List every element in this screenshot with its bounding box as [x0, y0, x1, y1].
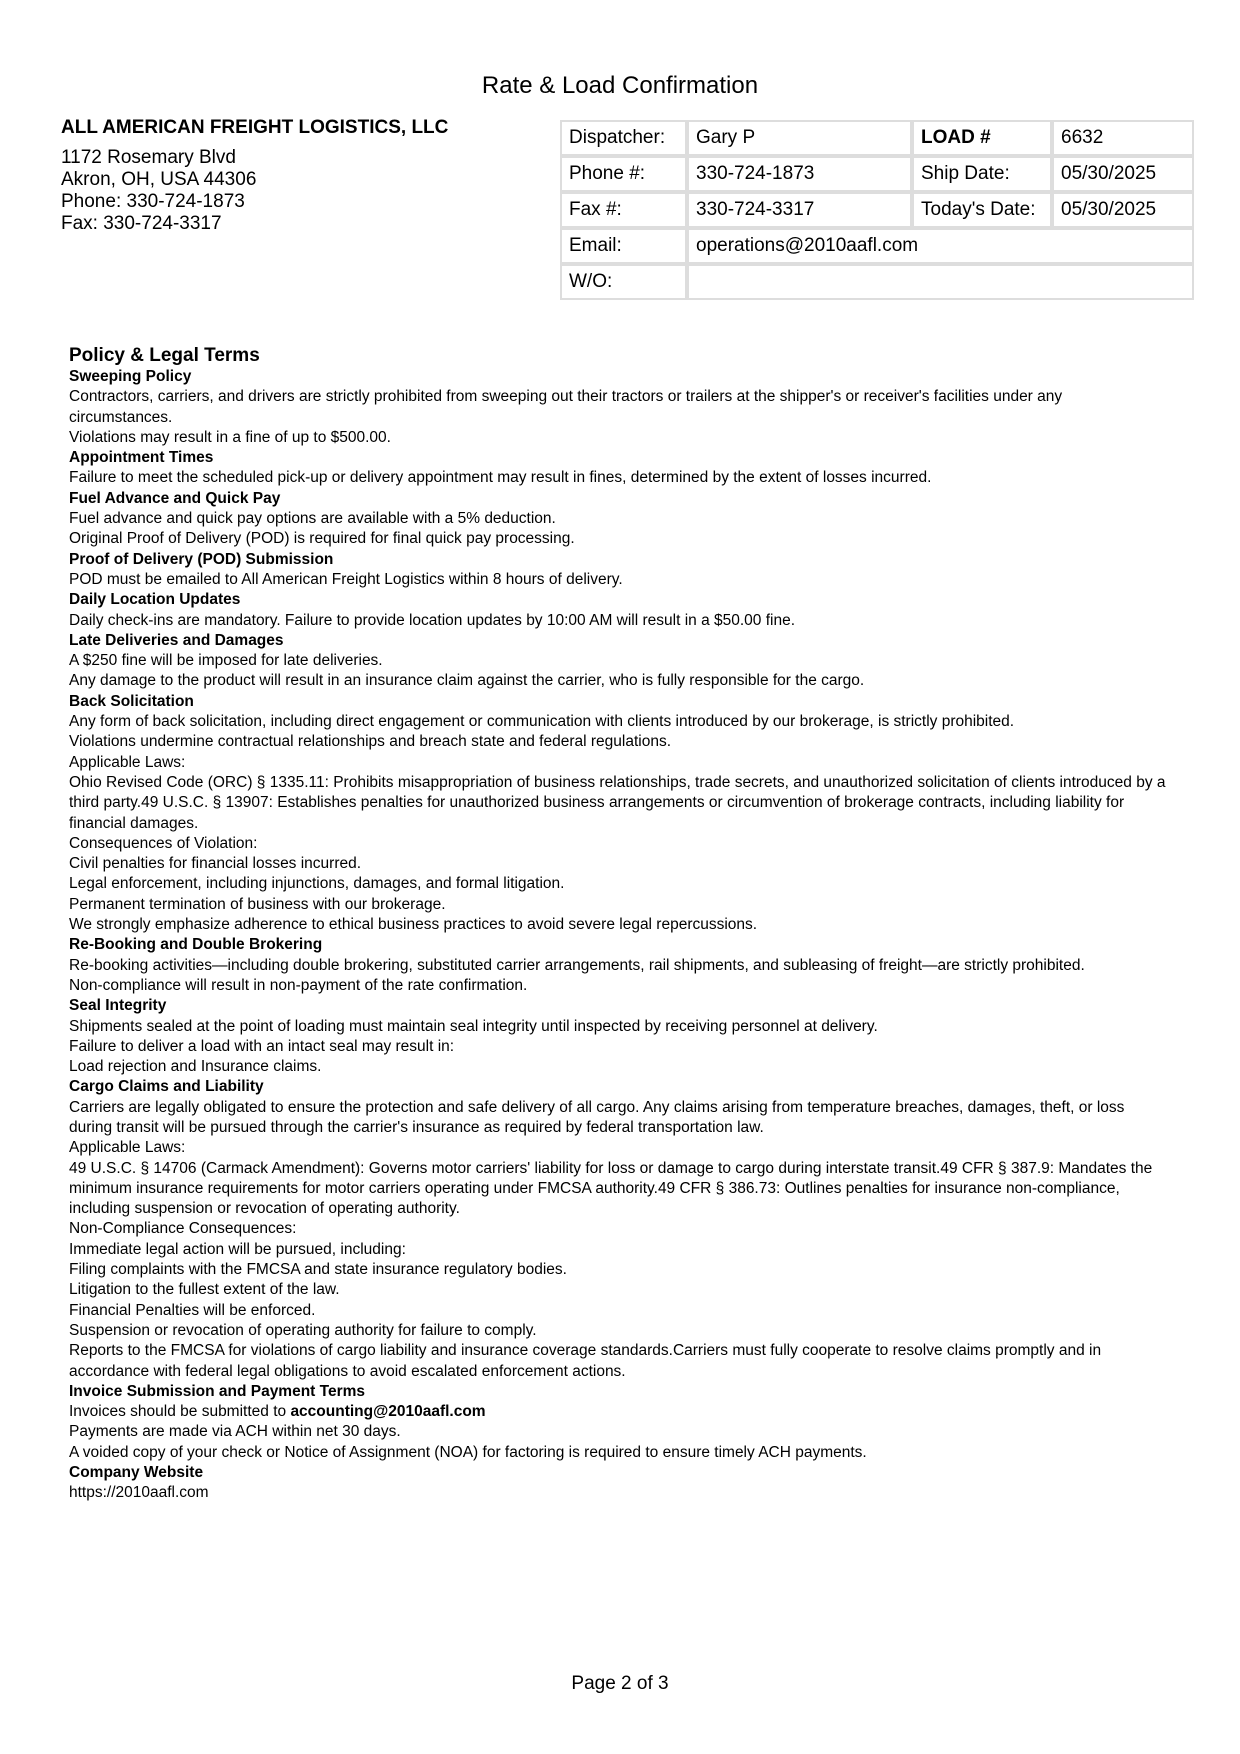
- section-heading: Re-Booking and Double Brokering: [69, 936, 323, 954]
- section-paragraph: Legal enforcement, including injunctions, damages, and formal litigation.: [69, 875, 565, 893]
- section-paragraph: Reports to the FMCSA for violations of cargo liability and insurance coverage standards.Carriers must fully cooperate to resolve claims promptly and in accordance with federal legal obligations to avoid escalated enforcement actions.: [69, 1342, 1102, 1380]
- work-order-value: [687, 264, 1194, 300]
- todays-date-label: Today's Date:: [912, 192, 1052, 228]
- section-paragraph: We strongly emphasize adherence to ethical business practices to avoid severe legal repercussions.: [69, 916, 758, 934]
- section-heading: Cargo Claims and Liability: [69, 1078, 264, 1096]
- section-heading: Fuel Advance and Quick Pay: [69, 489, 281, 507]
- section-heading: Appointment Times: [69, 449, 214, 467]
- section-paragraph: Non-Compliance Consequences:: [69, 1220, 297, 1238]
- invoice-heading: Invoice Submission and Payment Terms: [69, 1382, 366, 1400]
- section-paragraph: Fuel advance and quick pay options are available with a 5% deduction.: [69, 510, 556, 528]
- section-paragraph: Failure to meet the scheduled pick-up or delivery appointment may result in fines, determined by the extent of losses incurred.: [69, 469, 932, 487]
- section-paragraph: Litigation to the fullest extent of the law.: [69, 1281, 340, 1299]
- company-address-line1: 1172 Rosemary Blvd: [61, 147, 236, 168]
- company-block: [61, 117, 461, 235]
- section-heading: Proof of Delivery (POD) Submission: [69, 550, 334, 568]
- section-paragraph: Suspension or revocation of operating authority for failure to comply.: [69, 1321, 537, 1339]
- section-paragraph: Shipments sealed at the point of loading must maintain seal integrity until inspected by receiving personnel at delivery.: [69, 1017, 878, 1035]
- section-heading: Seal Integrity: [69, 997, 167, 1015]
- section-paragraph: Original Proof of Delivery (POD) is required for final quick pay processing.: [69, 530, 575, 548]
- section-paragraph: Re-booking activities—including double brokering, substituted carrier arrangements, rail shipments, and subleasing of freight—are strictly prohibited.: [69, 956, 1085, 974]
- page-number: Page 2 of 3: [571, 1673, 669, 1694]
- section-paragraph: Any form of back solicitation, including direct engagement or communication with clients introduced by our brokerage, is strictly prohibited.: [69, 713, 1015, 731]
- section-paragraph: Filing complaints with the FMCSA and state insurance regulatory bodies.: [69, 1261, 567, 1279]
- load-info-table: [560, 120, 1194, 300]
- load-number-label: LOAD #: [912, 120, 1052, 156]
- table-row: [560, 228, 1194, 264]
- section-heading: Sweeping Policy: [69, 368, 192, 385]
- policy-section: [69, 344, 1169, 1504]
- section-heading: Daily Location Updates: [69, 591, 241, 609]
- policy-sections: [69, 367, 1169, 1382]
- section-paragraph: Violations undermine contractual relationships and breach state and federal regulations.: [69, 733, 672, 751]
- email-label: Email:: [560, 228, 687, 264]
- section-paragraph: Daily check-ins are mandatory. Failure to provide location updates by 10:00 AM will result in a $50.00 fine.: [69, 611, 796, 629]
- ship-date-value: 05/30/2025: [1052, 156, 1194, 192]
- dispatcher-value: Gary P: [687, 120, 912, 156]
- section-paragraph: Failure to deliver a load with an intact seal may result in:: [69, 1037, 455, 1055]
- company-address-line2: Akron, OH, USA 44306: [61, 169, 257, 190]
- section-paragraph: Applicable Laws:: [69, 753, 186, 771]
- section-paragraph: Contractors, carriers, and drivers are strictly prohibited from sweeping out their tractors or trailers at the shipper's or receiver's facilities under any circumstances.: [69, 388, 1063, 426]
- document-title: Rate & Load Confirmation: [481, 72, 759, 99]
- section-paragraph: Carriers are legally obligated to ensure the protection and safe delivery of all cargo. Any claims arising from temperature breaches, damages, theft, or loss during transit will be pursued through the carrier's insurance as required by federal transportation law.: [69, 1098, 1125, 1136]
- section-paragraph: Civil penalties for financial losses incurred.: [69, 855, 362, 873]
- section-paragraph: POD must be emailed to All American Freight Logistics within 8 hours of delivery.: [69, 570, 623, 588]
- section-paragraph: Any damage to the product will result in an insurance claim against the carrier, who is fully responsible for the cargo.: [69, 672, 865, 690]
- section-heading: Late Deliveries and Damages: [69, 631, 284, 649]
- section-paragraph: Financial Penalties will be enforced.: [69, 1301, 316, 1319]
- policy-title: Policy & Legal Terms: [69, 345, 260, 366]
- work-order-label: W/O:: [560, 264, 687, 300]
- table-row: [560, 264, 1194, 300]
- table-row: [560, 120, 1194, 156]
- section-paragraph: Load rejection and Insurance claims.: [69, 1058, 322, 1076]
- website-url: https://2010aafl.com: [69, 1484, 209, 1502]
- company-name: ALL AMERICAN FREIGHT LOGISTICS, LLC: [61, 117, 449, 138]
- section-paragraph: Permanent termination of business with our brokerage.: [69, 895, 446, 913]
- todays-date-value: 05/30/2025: [1052, 192, 1194, 228]
- section-paragraph: Violations may result in a fine of up to $500.00.: [69, 428, 391, 446]
- fax-label: Fax #:: [560, 192, 687, 228]
- table-row: [560, 192, 1194, 228]
- section-paragraph: Ohio Revised Code (ORC) § 1335.11: Prohibits misappropriation of business relationships, trade secrets, and unauthorized solicitation of clients introduced by a third party.49 U.S.C. § 13907: Establishes penalties for unauthorized business arrangements or circumvention of brokerage contracts, including liability for financial damages.: [69, 773, 1166, 832]
- load-number-value: 6632: [1052, 120, 1194, 156]
- section-heading: Back Solicitation: [69, 692, 194, 710]
- website-heading: Company Website: [69, 1464, 204, 1482]
- email-value: operations@2010aafl.com: [687, 228, 1194, 264]
- invoice-line: Payments are made via ACH within net 30 days.: [69, 1423, 401, 1441]
- phone-value: 330-724-1873: [687, 156, 912, 192]
- section-paragraph: Immediate legal action will be pursued, including:: [69, 1240, 406, 1258]
- ship-date-label: Ship Date:: [912, 156, 1052, 192]
- invoice-line: A voided copy of your check or Notice of Assignment (NOA) for factoring is required to ensure timely ACH payments.: [69, 1443, 867, 1461]
- section-paragraph: Applicable Laws:: [69, 1139, 186, 1157]
- invoice-line: [69, 1402, 1169, 1422]
- section-paragraph: Consequences of Violation:: [69, 834, 258, 852]
- table-row: [560, 156, 1194, 192]
- invoice-line-prefix: Invoices should be submitted to: [69, 1403, 291, 1421]
- accounting-email: accounting@2010aafl.com: [290, 1403, 486, 1421]
- section-paragraph: Non-compliance will result in non-payment of the rate confirmation.: [69, 976, 528, 994]
- phone-label: Phone #:: [560, 156, 687, 192]
- company-phone: Phone: 330-724-1873: [61, 191, 245, 212]
- section-paragraph: A $250 fine will be imposed for late deliveries.: [69, 652, 383, 670]
- dispatcher-label: Dispatcher:: [560, 120, 687, 156]
- fax-value: 330-724-3317: [687, 192, 912, 228]
- section-paragraph: 49 U.S.C. § 14706 (Carmack Amendment): Governs motor carriers' liability for loss or damage to cargo during interstate transit.49 CFR § 387.9: Mandates the minimum insurance requirements for motor carriers operating under FMCSA authority.49 CFR § 386.73: Outlines penalties for insurance non-compliance, including suspension or revocation of operating authority.: [69, 1159, 1153, 1218]
- company-fax: Fax: 330-724-3317: [61, 213, 222, 234]
